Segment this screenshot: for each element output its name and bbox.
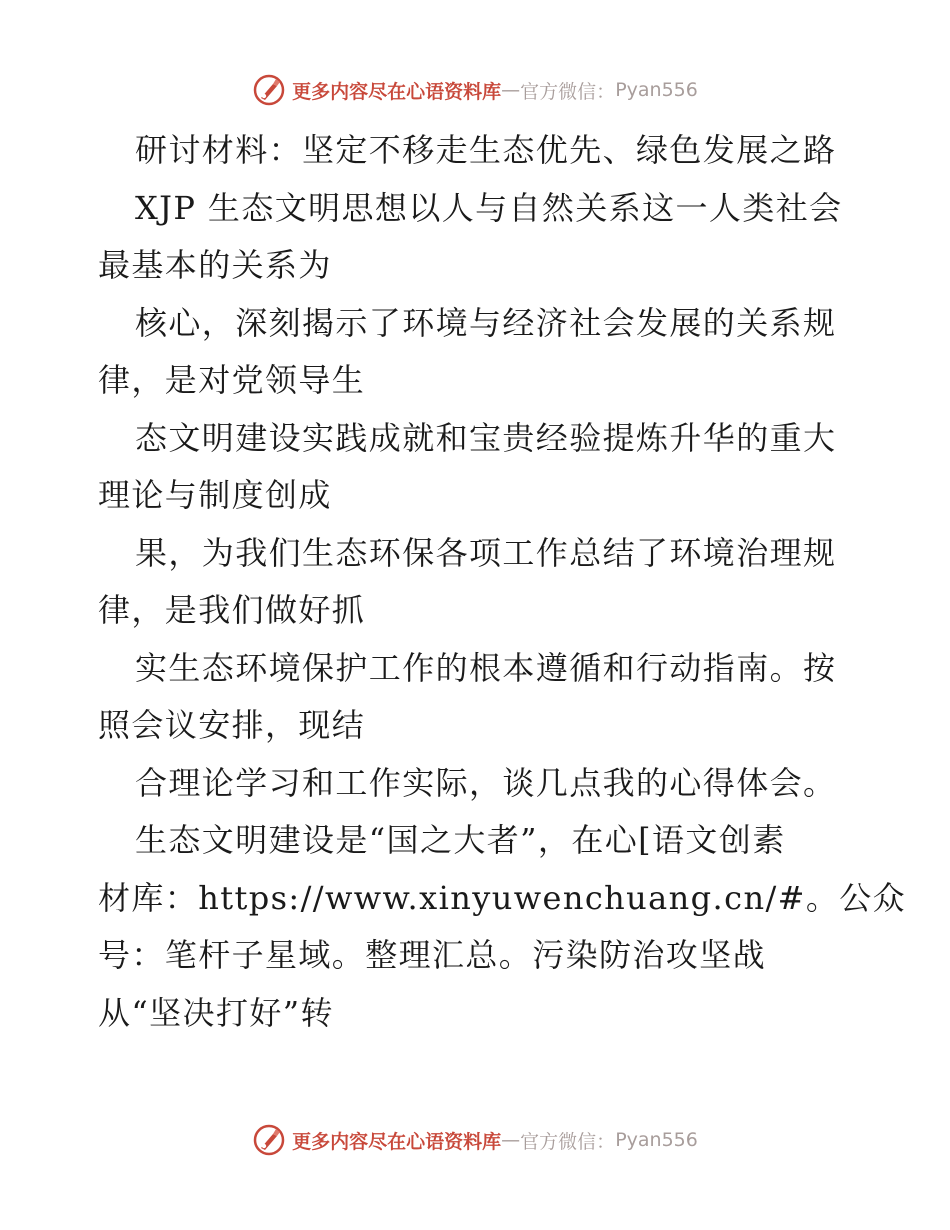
text-line: 理论与制度创成 [98, 476, 332, 514]
page-header [0, 70, 950, 110]
text-line: XJP 生态文明思想以人与自然关系这一人类社会 [135, 188, 843, 227]
brand-name: 更多内容尽在心语资料库 [292, 1130, 502, 1153]
text-line: 从“坚决打好”转 [98, 993, 334, 1032]
brand-name: 更多内容尽在心语资料库 [292, 80, 502, 103]
text-line: 律，是我们做好抓 [98, 591, 366, 629]
text-line: 材库：https://www.xinyuwenchuang.cn/#。公众 [98, 878, 907, 917]
text-line: 态文明建设实践成就和宝贵经验提炼升华的重大 [135, 418, 837, 457]
text-line: 最基本的关系为 [98, 246, 332, 284]
brand-separator: — [501, 79, 521, 101]
official-wechat-label: 官方微信： [520, 80, 616, 103]
text-line: 核心，深刻揭示了环境与经济社会发展的关系规 [135, 303, 837, 342]
text-line: 果，为我们生态环保各项工作总结了环境治理规 [135, 533, 837, 572]
page-footer [0, 1120, 950, 1160]
official-wechat-label: 官方微信： [520, 1130, 616, 1153]
document-body [98, 122, 907, 1042]
text-line: 照会议安排，现结 [98, 706, 366, 744]
text-line: 研讨材料：坚定不移走生态优先、绿色发展之路 [135, 131, 837, 169]
text-line: 律，是对党领导生 [98, 361, 366, 399]
pen-nib-logo-icon [252, 1123, 286, 1157]
pen-nib-logo-icon [252, 73, 286, 107]
text-line: 号：笔杆子星域。整理汇总。污染防治攻坚战 [98, 936, 767, 974]
text-line: 生态文明建设是“国之大者”，在心[语文创素 [135, 821, 786, 859]
wechat-id: Pyan556 [615, 79, 698, 101]
text-line: 实生态环境保护工作的根本遵循和行动指南。按 [135, 648, 837, 687]
wechat-id: Pyan556 [615, 1129, 698, 1151]
brand-separator: — [501, 1129, 521, 1151]
text-line: 合理论学习和工作实际，谈几点我的心得体会。 [135, 763, 837, 802]
